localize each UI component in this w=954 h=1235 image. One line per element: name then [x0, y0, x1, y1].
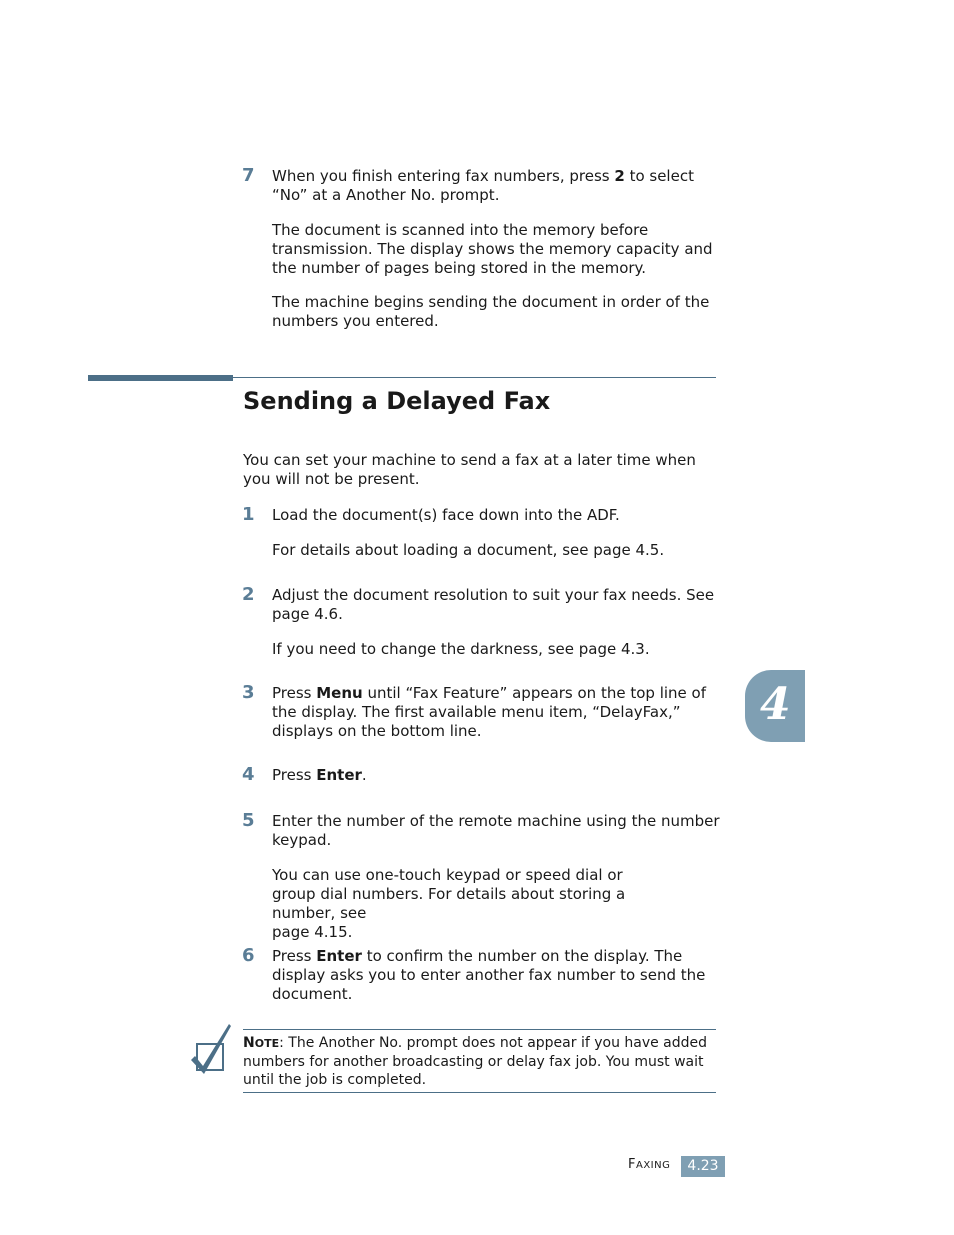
- step-text: Press Menu until “Fax Feature” appears on the top line of the display. The first available menu item, “DelayFax,” displays on the bottom line.: [272, 684, 706, 740]
- note-text: NOTE: The Another No. prompt does not appear if you have added numbers for another broadcasting or delay fax job. You must wait until the job is completed.: [243, 1035, 708, 1088]
- note-label: NOTE: [243, 1035, 280, 1051]
- step-number: 5: [242, 810, 255, 831]
- note-rule-top: [243, 1029, 716, 1030]
- step-number: 2: [242, 584, 255, 605]
- section-title: Sending a Delayed Fax: [243, 387, 551, 415]
- step-text: Press Enter to confirm the number on the display. The display asks you to enter another fax number to send the document.: [272, 947, 706, 1003]
- step-number: 1: [242, 504, 255, 525]
- step-subtext: The machine begins sending the document in order of the numbers you entered.: [272, 293, 710, 330]
- chapter-number: 4: [760, 679, 791, 730]
- step-text: Enter the number of the remote machine using the number keypad.: [272, 812, 720, 849]
- step-subtext: You can use one-touch keypad or speed dial or group dial numbers. For details about storing a number, see page 4.15.: [272, 866, 626, 941]
- page-number: 4.23: [681, 1156, 725, 1177]
- step-text: Load the document(s) face down into the ADF.: [272, 506, 620, 524]
- chapter-tab: [745, 670, 805, 742]
- section-rule-thick: [88, 375, 233, 381]
- step-text: Adjust the document resolution to suit your fax needs. See page 4.6.: [272, 586, 715, 623]
- section-intro: You can set your machine to send a fax at a later time when you will not be present.: [243, 451, 696, 488]
- note-checkmark-icon: [189, 1020, 233, 1076]
- step-text: Press Enter.: [272, 766, 367, 784]
- note-rule-bottom: [243, 1092, 716, 1093]
- step-subtext: The document is scanned into the memory before transmission. The display shows the memory capacity and the number of pages being stored in the memory.: [272, 221, 713, 277]
- step-number: 7: [242, 165, 255, 186]
- step-number: 3: [242, 682, 255, 703]
- section-rule-thin: [233, 377, 716, 378]
- step-number: 6: [242, 945, 255, 966]
- step-subtext: If you need to change the darkness, see page 4.3.: [272, 640, 650, 658]
- step-subtext: For details about loading a document, see page 4.5.: [272, 541, 665, 559]
- step-number: 4: [242, 764, 255, 785]
- footer-chapter-label: FAXING: [628, 1157, 671, 1172]
- step-text: When you finish entering fax numbers, press 2 to select “No” at a Another No. prompt.: [272, 167, 694, 204]
